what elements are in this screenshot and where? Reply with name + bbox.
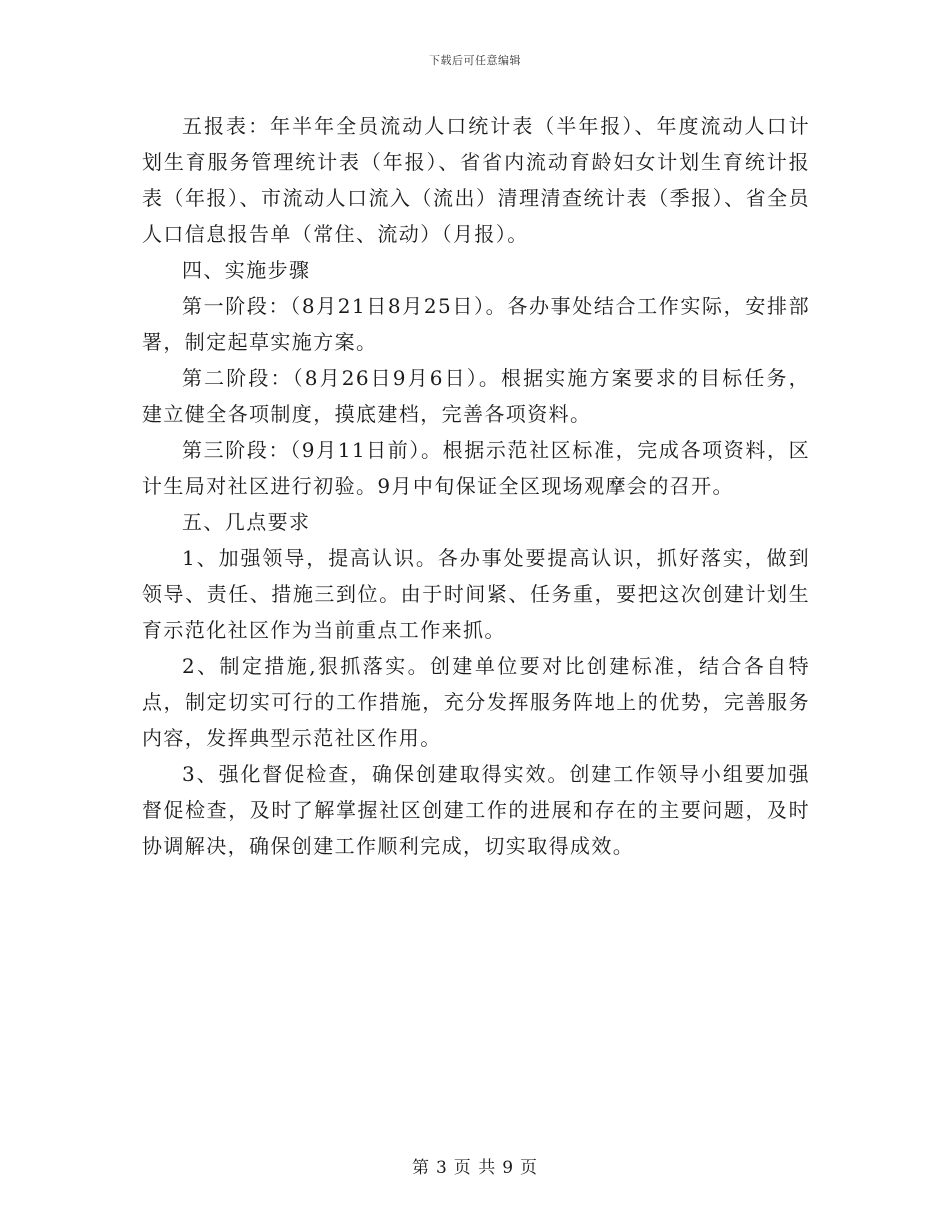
paragraph-requirement-three: 3、强化督促检查，确保创建取得实效。创建工作领导小组要加强督促检查，及时了解掌握社区创建工作的进展和存在的主要问题，及时协调解决，确保创建工作顺利完成，切实取得成效。 xyxy=(142,762,810,858)
paragraph-stage-three: 第三阶段：（9月11日前）。根据示范社区标准，完成各项资料，区计生局对社区进行初验。9月中旬保证全区现场观摩会的召开。 xyxy=(142,438,810,498)
header-note: 下载后可任意编辑 xyxy=(429,54,521,67)
footer-total-pages: 9 xyxy=(502,1158,515,1178)
paragraph-stage-two: 第二阶段：（8月26日9月6日）。根据实施方案要求的目标任务，建立健全各项制度，摸底建档，完善各项资料。 xyxy=(142,366,810,426)
footer-prefix: 第 xyxy=(411,1158,430,1178)
page-number-footer xyxy=(0,1153,950,1178)
document-body xyxy=(142,108,810,864)
paragraph-stage-one: 第一阶段：（8月21日8月25日）。各办事处结合工作实际，安排部署，制定起草实施方案。 xyxy=(142,294,810,354)
section-heading-requirements: 五、几点要求 xyxy=(182,510,311,534)
paragraph-requirement-two: 2、制定措施,狠抓落实。创建单位要对比创建标准，结合各自特点，制定切实可行的工作措施，充分发挥服务阵地上的优势，完善服务内容，发挥典型示范社区作用。 xyxy=(142,654,810,750)
footer-middle: 页 共 xyxy=(453,1158,497,1178)
footer-suffix: 页 xyxy=(520,1158,539,1178)
footer-current-page: 3 xyxy=(435,1158,448,1178)
section-heading-implementation-steps: 四、实施步骤 xyxy=(182,258,311,282)
paragraph-requirement-one: 1、加强领导，提高认识。各办事处要提高认识，抓好落实，做到领导、责任、措施三到位。由于时间紧、任务重，要把这次创建计划生育示范化社区作为当前重点工作来抓。 xyxy=(142,546,810,642)
paragraph-reports: 五报表：年半年全员流动人口统计表（半年报）、年度流动人口计划生育服务管理统计表（年报）、省省内流动育龄妇女计划生育统计报表（年报）、市流动人口流入（流出）清理清查统计表（季报）、省全员人口信息报告单（常住、流动）（月报）。 xyxy=(142,114,810,246)
